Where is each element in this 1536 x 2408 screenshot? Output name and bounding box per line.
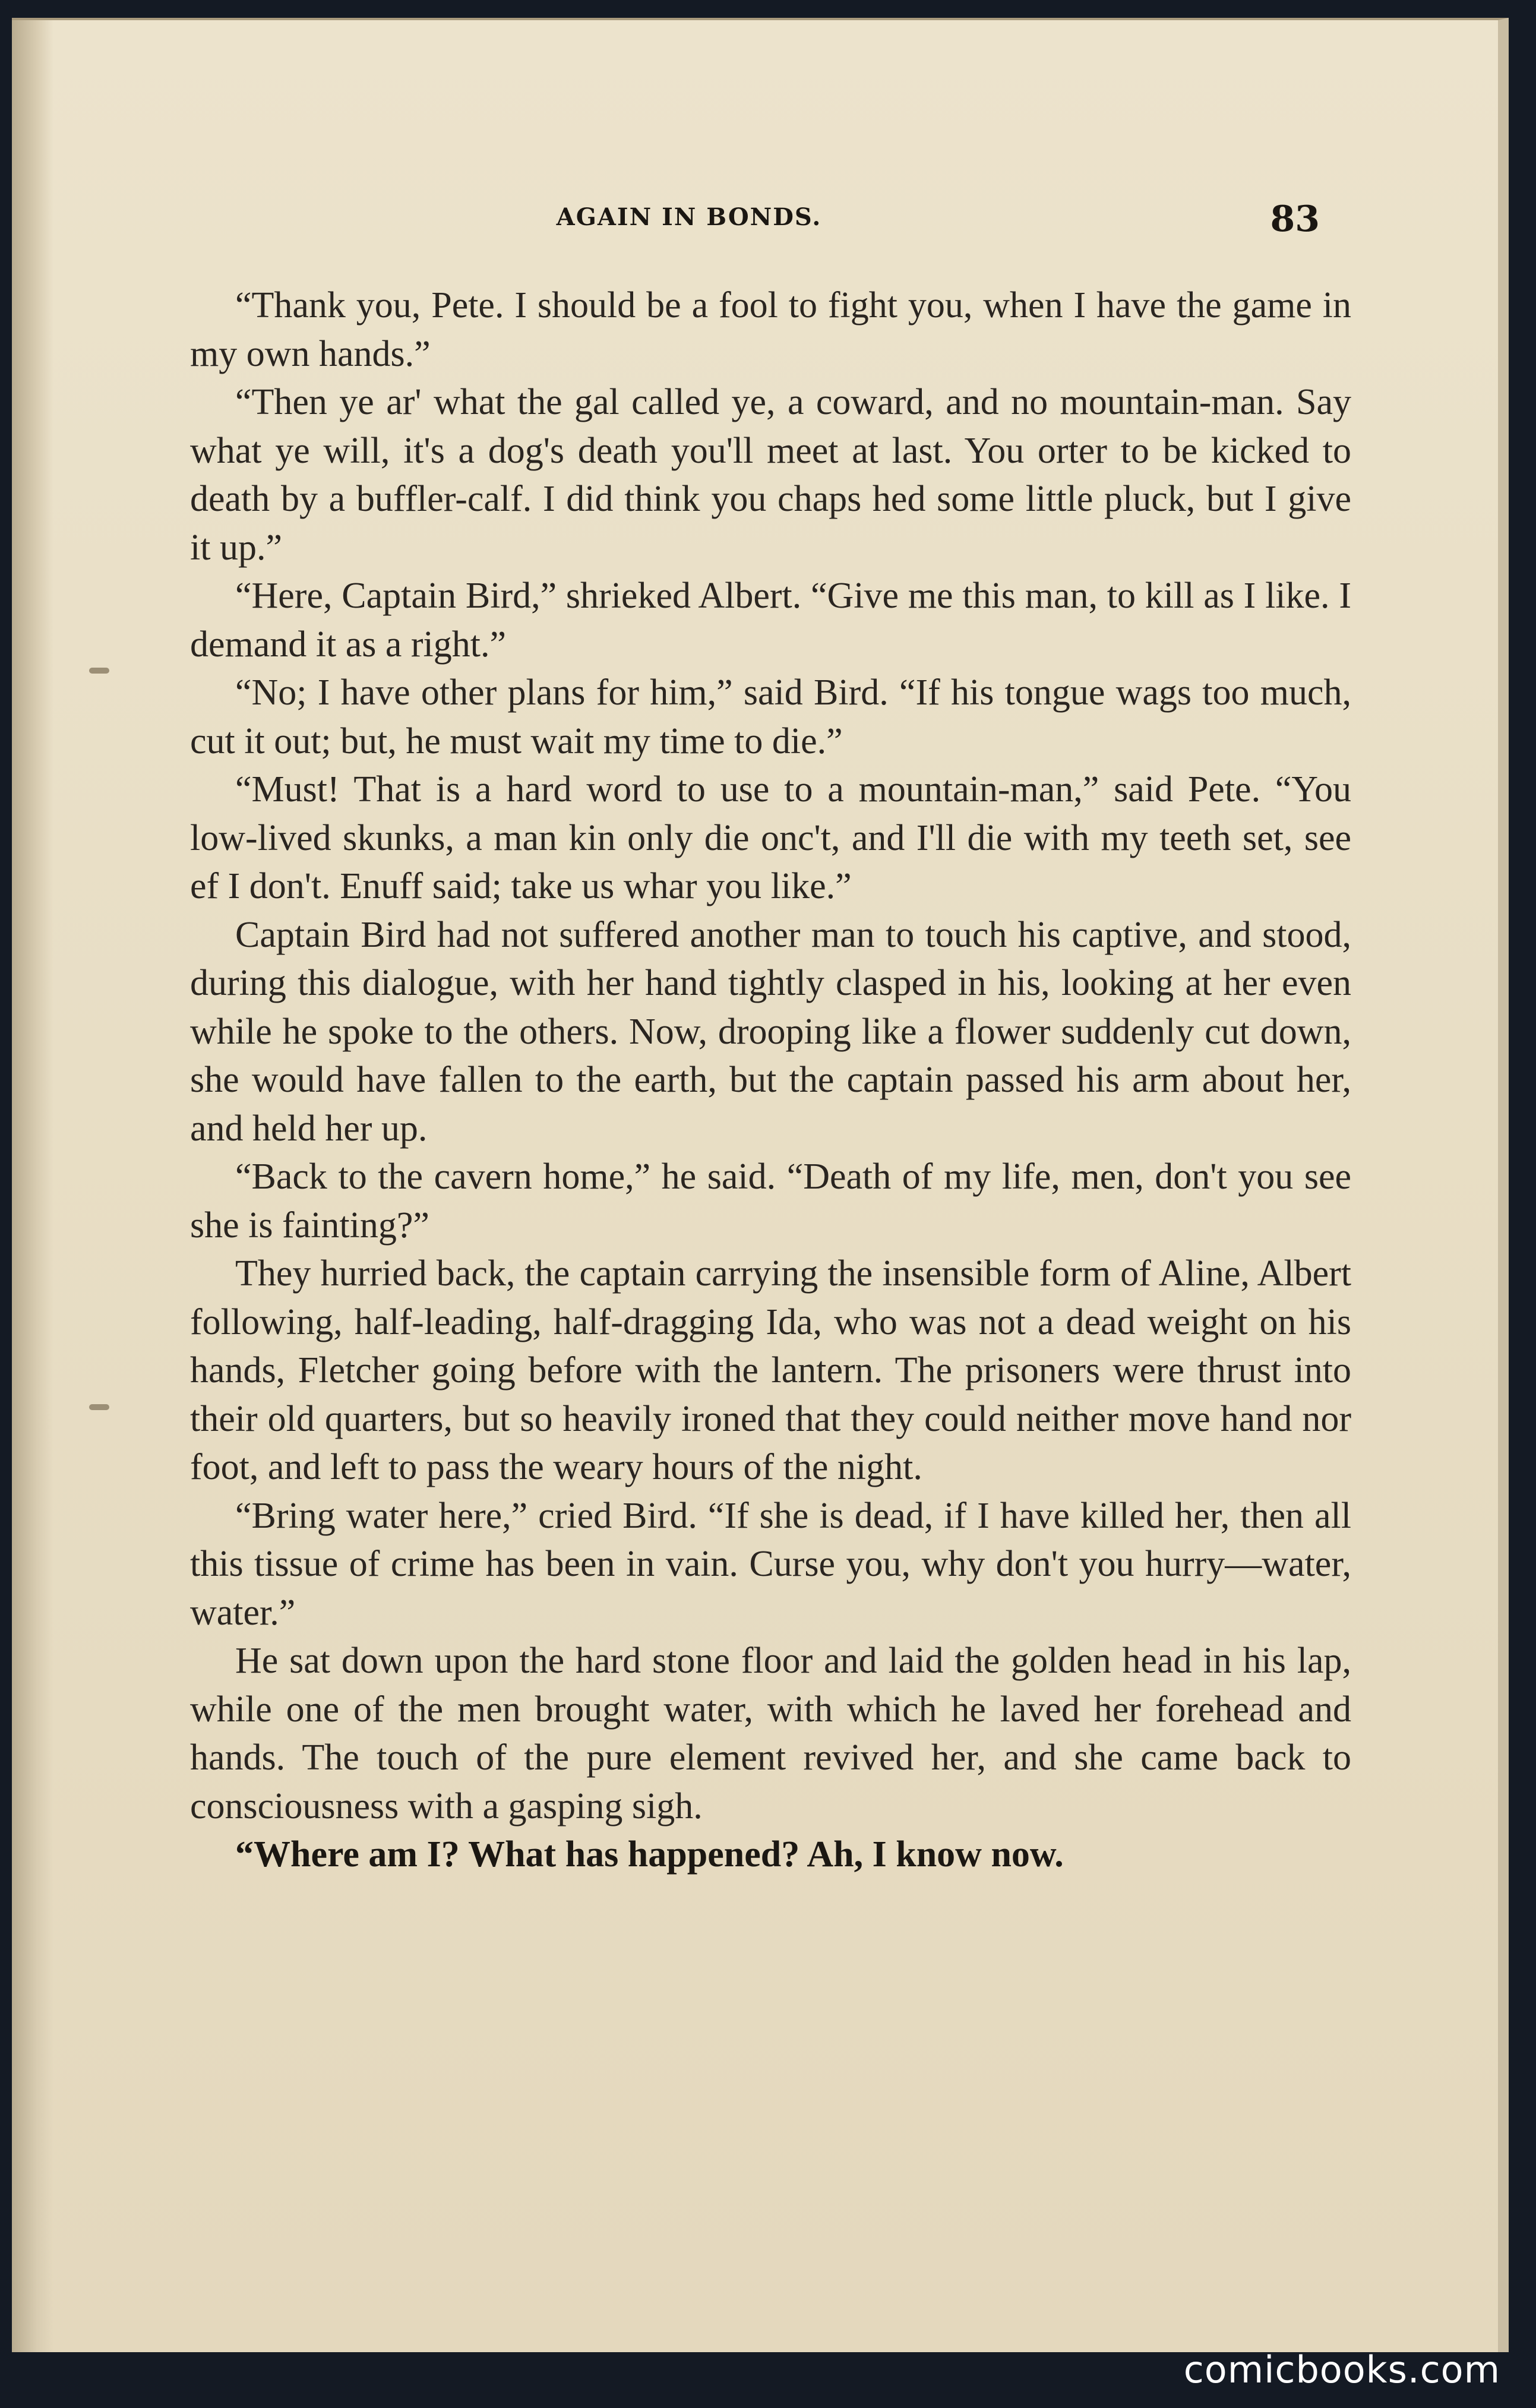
binding-thread-mark bbox=[89, 668, 109, 674]
binding-thread-mark bbox=[89, 1404, 109, 1410]
paragraph: He sat down upon the hard stone floor and laid the golden head in his lap, while one of the men brought water, with which he laved her forehead and hands. The touch of the pure element revived her, and she came back to consciousness with a gasping sigh. bbox=[190, 1641, 1351, 1826]
paragraph: “Bring water here,” cried Bird. “If she is dead, if I have killed her, then all this tissue of crime has been in vain. Curse you, why don't you hurry—water, water.” bbox=[190, 1495, 1351, 1633]
paragraph: Captain Bird had not suffered another man to touch his captive, and stood, during this dialogue, with her hand tightly clasped in his, looking at her even while he spoke to the others. Now, drooping like a flower suddenly cut down, she would have fallen to the earth, but the captain passed his arm about her, and held her up. bbox=[190, 914, 1351, 1149]
chapter-title: AGAIN IN BONDS. bbox=[556, 203, 822, 231]
paragraph: “Where am I? What has happened? Ah, I know now. bbox=[235, 1834, 1064, 1875]
site-watermark: comicbooks.com bbox=[1183, 2348, 1500, 2391]
paragraph: “Back to the cavern home,” he said. “Death of my life, men, don't you see she is fainting?” bbox=[190, 1156, 1351, 1246]
body-text bbox=[190, 282, 1351, 1879]
book-page bbox=[12, 18, 1509, 2352]
paragraph: “Thank you, Pete. I should be a fool to fight you, when I have the game in my own hands.” bbox=[190, 285, 1351, 374]
paragraph: “Then ye ar' what the gal called ye, a coward, and no mountain-man. Say what ye will, it's a dog's death you'll meet at last. You orter to be kicked to death by a buffler-calf. I did think you chaps hed some little pluck, but I give it up.” bbox=[190, 382, 1351, 568]
paragraph: “No; I have other plans for him,” said Bird. “If his tongue wags too much, cut it out; but, he must wait my time to die.” bbox=[190, 672, 1351, 761]
paragraph: They hurried back, the captain carrying the insensible form of Aline, Albert following, half-leading, half-dragging Ida, who was not a dead weight on his hands, Fletcher going before with the lantern. The prisoners were thrust into their old quarters, but so heavily ironed that they could neither move hand nor foot, and left to pass the weary hours of the night. bbox=[190, 1253, 1351, 1487]
paragraph: “Must! That is a hard word to use to a mountain-man,” said Pete. “You low-lived skunks, a man kin only die onc't, and I'll die with my teeth set, see ef I don't. Enuff said; take us whar you like.” bbox=[190, 769, 1351, 906]
page-number: 83 bbox=[1270, 198, 1320, 240]
paragraph: “Here, Captain Bird,” shrieked Albert. “Give me this man, to kill as I like. I demand it as a right.” bbox=[190, 576, 1351, 665]
running-head bbox=[12, 198, 1498, 240]
